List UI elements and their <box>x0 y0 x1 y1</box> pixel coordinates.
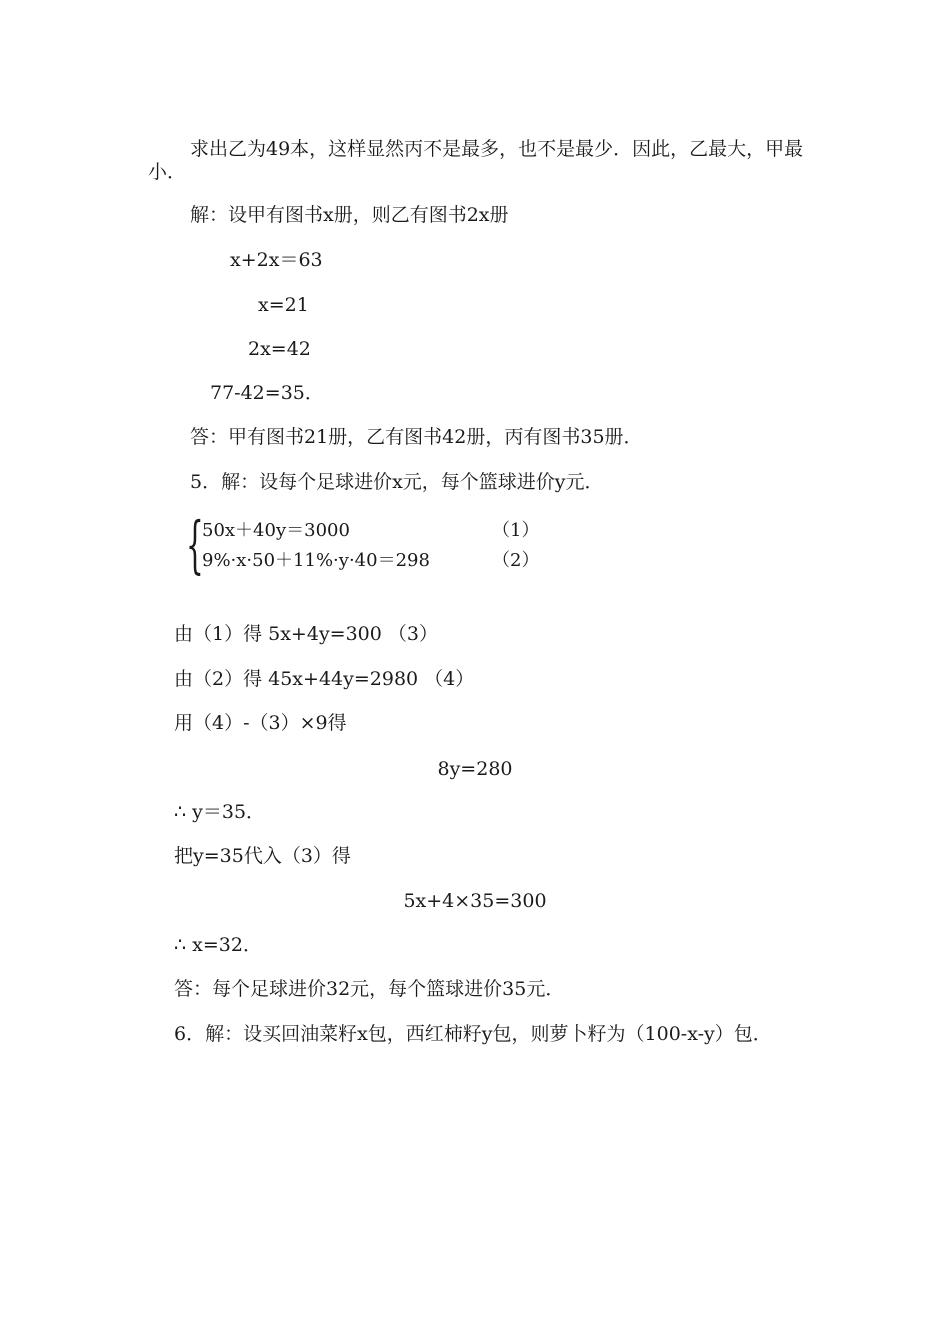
system-equation-1: 50x＋40y＝3000 <box>202 520 350 541</box>
equation-line: x=21 <box>258 294 309 316</box>
system-equation-2-label: （2） <box>492 550 540 571</box>
equation-line: x+2x＝63 <box>230 249 323 271</box>
centered-equation: 8y=280 <box>437 758 513 780</box>
system-equation-2: 9%·x·50＋11%·y·40＝298 <box>202 550 430 571</box>
equation-line: 77-42=35． <box>210 382 324 404</box>
centered-equation: 5x+4×35=300 <box>403 890 547 912</box>
derivation-line: 把y=35代入（3）得 <box>174 845 351 867</box>
result-line: ∴ x=32． <box>174 934 262 956</box>
derivation-line: 由（2）得 45x+44y=2980 （4） <box>174 668 475 690</box>
paragraph-line: 求出乙为49本，这样显然丙不是最多，也不是最少．因此，乙最大，甲最 <box>190 138 804 160</box>
answer-line: 答：每个足球进价32元，每个篮球进价35元． <box>174 978 565 1000</box>
problem-6-setup: 6．解：设买回油菜籽x包，西红柿籽y包，则萝卜籽为（100-x-y）包． <box>174 1023 772 1045</box>
problem-5-setup: 5．解：设每个足球进价x元，每个篮球进价y元． <box>190 471 604 493</box>
paragraph-line-continued: 小． <box>148 161 187 183</box>
equation-line: 2x=42 <box>248 338 311 360</box>
system-brace: { <box>186 508 204 581</box>
solution-setup-line: 解：设甲有图书x册，则乙有图书2x册 <box>190 204 509 226</box>
derivation-line: 由（1）得 5x+4y=300 （3） <box>174 623 438 645</box>
answer-line: 答：甲有图书21册，乙有图书42册，丙有图书35册． <box>190 426 643 448</box>
equation-system <box>186 508 546 581</box>
result-line: ∴ y＝35． <box>174 801 266 823</box>
derivation-line: 用（4）-（3）×9得 <box>174 712 347 734</box>
system-equation-1-label: （1） <box>492 520 540 541</box>
